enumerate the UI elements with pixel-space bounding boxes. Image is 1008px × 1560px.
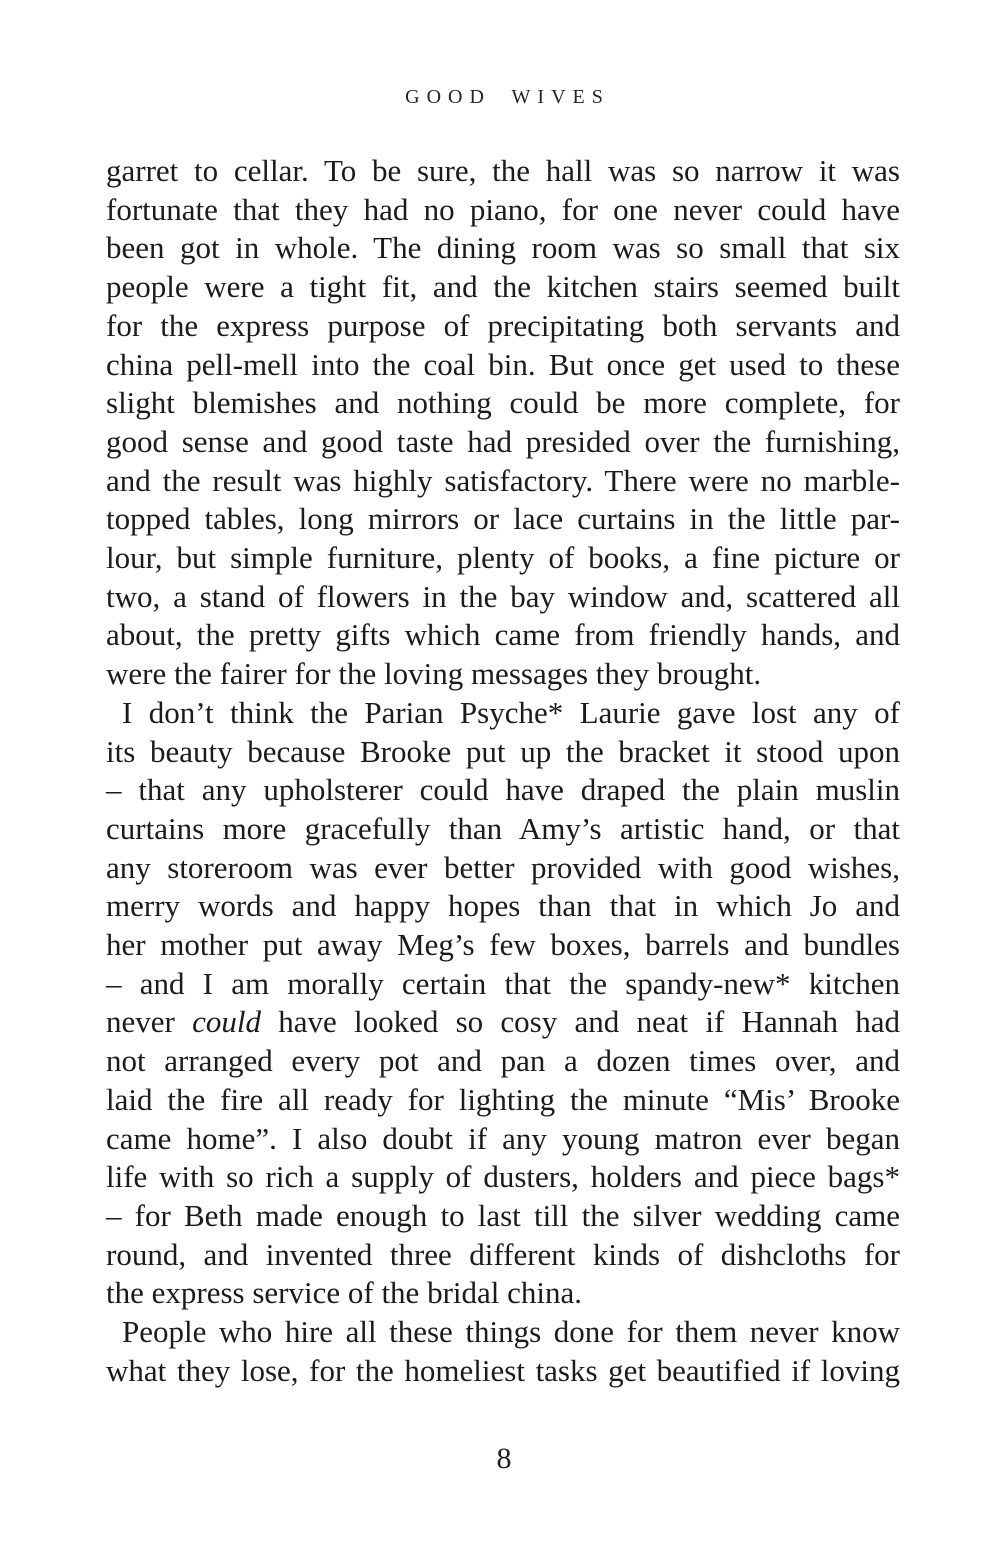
text-line: – for Beth made enough to last till the silver wedding came — [106, 1197, 900, 1233]
paragraph — [106, 1313, 900, 1390]
text-line: People who hire all these things done for them never know — [122, 1314, 900, 1350]
text-line: its beauty because Brooke put up the bracket it stood upon — [106, 733, 900, 769]
text-line: merry words and happy hopes than that in which Jo and — [106, 888, 900, 924]
italic-text: could — [192, 1004, 261, 1040]
text-line: curtains more gracefully than Amy’s artistic hand, or that — [106, 810, 900, 846]
text-line: what they lose, for the homeliest tasks get beautified if loving — [106, 1352, 900, 1388]
text-line: the express service of the bridal china. — [106, 1275, 583, 1311]
paragraph — [106, 694, 900, 1313]
page-body — [106, 152, 900, 1391]
text-line: her mother put away Meg’s few boxes, barrels and bundles — [106, 927, 900, 963]
text-line: and the result was highly satisfactory. There were no marble- — [106, 462, 900, 498]
text-line: china pell-mell into the coal bin. But once get used to these — [106, 346, 900, 382]
text-line: any storeroom was ever better provided with good wishes, — [106, 849, 900, 885]
paragraph — [106, 152, 900, 694]
text-line: fortunate that they had no piano, for one never could have — [106, 191, 900, 227]
text-line: came home”. I also doubt if any young matron ever began — [106, 1120, 900, 1156]
text-line: not arranged every pot and pan a dozen times over, and — [106, 1043, 900, 1079]
text-line: people were a tight fit, and the kitchen stairs seemed built — [106, 269, 900, 305]
text-line: been got in whole. The dining room was so small that six — [106, 230, 900, 266]
text-line: – and I am morally certain that the spandy-new* kitchen — [106, 965, 900, 1001]
text-line: two, a stand of flowers in the bay window and, scattered all — [106, 578, 900, 614]
text-line: lour, but simple furniture, plenty of books, a fine picture or — [106, 540, 900, 576]
text-line: topped tables, long mirrors or lace curtains in the little par- — [106, 501, 900, 537]
text-line: garret to cellar. To be sure, the hall was so narrow it was — [106, 153, 900, 188]
text-line: good sense and good taste had presided over the furnishing, — [106, 423, 900, 459]
text-line: – that any upholsterer could have draped the plain muslin — [106, 772, 900, 808]
running-header: GOOD WIVES — [405, 86, 610, 108]
text-line: laid the fire all ready for lighting the minute “Mis’ Brooke — [106, 1081, 900, 1117]
text-line: round, and invented three different kinds of dishcloths for — [106, 1236, 900, 1272]
text-line: never could have looked so cosy and neat if Hannah had — [106, 1004, 900, 1040]
text-line: about, the pretty gifts which came from friendly hands, and — [106, 617, 900, 653]
page-number: 8 — [496, 1442, 512, 1475]
text-line: were the fairer for the loving messages they brought. — [106, 656, 762, 692]
text-line: slight blemishes and nothing could be more complete, for — [106, 385, 900, 421]
text-line: life with so rich a supply of dusters, holders and piece bags* — [106, 1159, 900, 1195]
text-line: for the express purpose of precipitating both servants and — [106, 307, 900, 343]
text-line: I don’t think the Parian Psyche* Laurie gave lost any of — [122, 694, 900, 730]
